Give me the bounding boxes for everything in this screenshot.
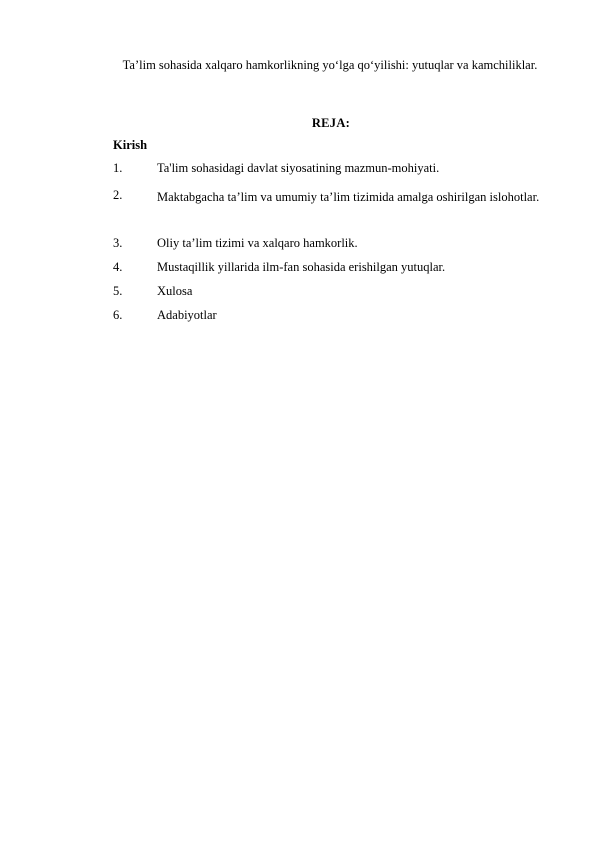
plan-item-number: 2. <box>113 188 123 202</box>
plan-item-2 <box>86 186 548 209</box>
intro-item: Kirish <box>113 138 148 152</box>
plan-item-number: 4. <box>113 260 123 274</box>
plan-heading: REJA: <box>311 116 351 130</box>
plan-item-text: Maktabgacha ta’lim va umumiy ta’lim tizimida amalga oshirilgan islohotlar. <box>157 190 540 204</box>
plan-item-text: Oliy ta’lim tizimi va xalqaro hamkorlik. <box>157 236 358 250</box>
plan-item-text: Adabiyotlar <box>157 308 217 322</box>
document-title: Ta’lim sohasida xalqaro hamkorlikning yo‘lga qo‘yilishi: yutuqlar va kamchiliklar. <box>122 58 538 72</box>
plan-item-number: 6. <box>113 308 123 322</box>
plan-item-number: 5. <box>113 284 123 298</box>
plan-item-text: Xulosa <box>157 284 193 298</box>
plan-item-text: Mustaqillik yillarida ilm-fan sohasida erishilgan yutuqlar. <box>157 260 446 274</box>
plan-item-number: 1. <box>113 161 123 175</box>
plan-item-number: 3. <box>113 236 123 250</box>
plan-item-text: Ta'lim sohasidagi davlat siyosatining mazmun-mohiyati. <box>157 161 440 175</box>
